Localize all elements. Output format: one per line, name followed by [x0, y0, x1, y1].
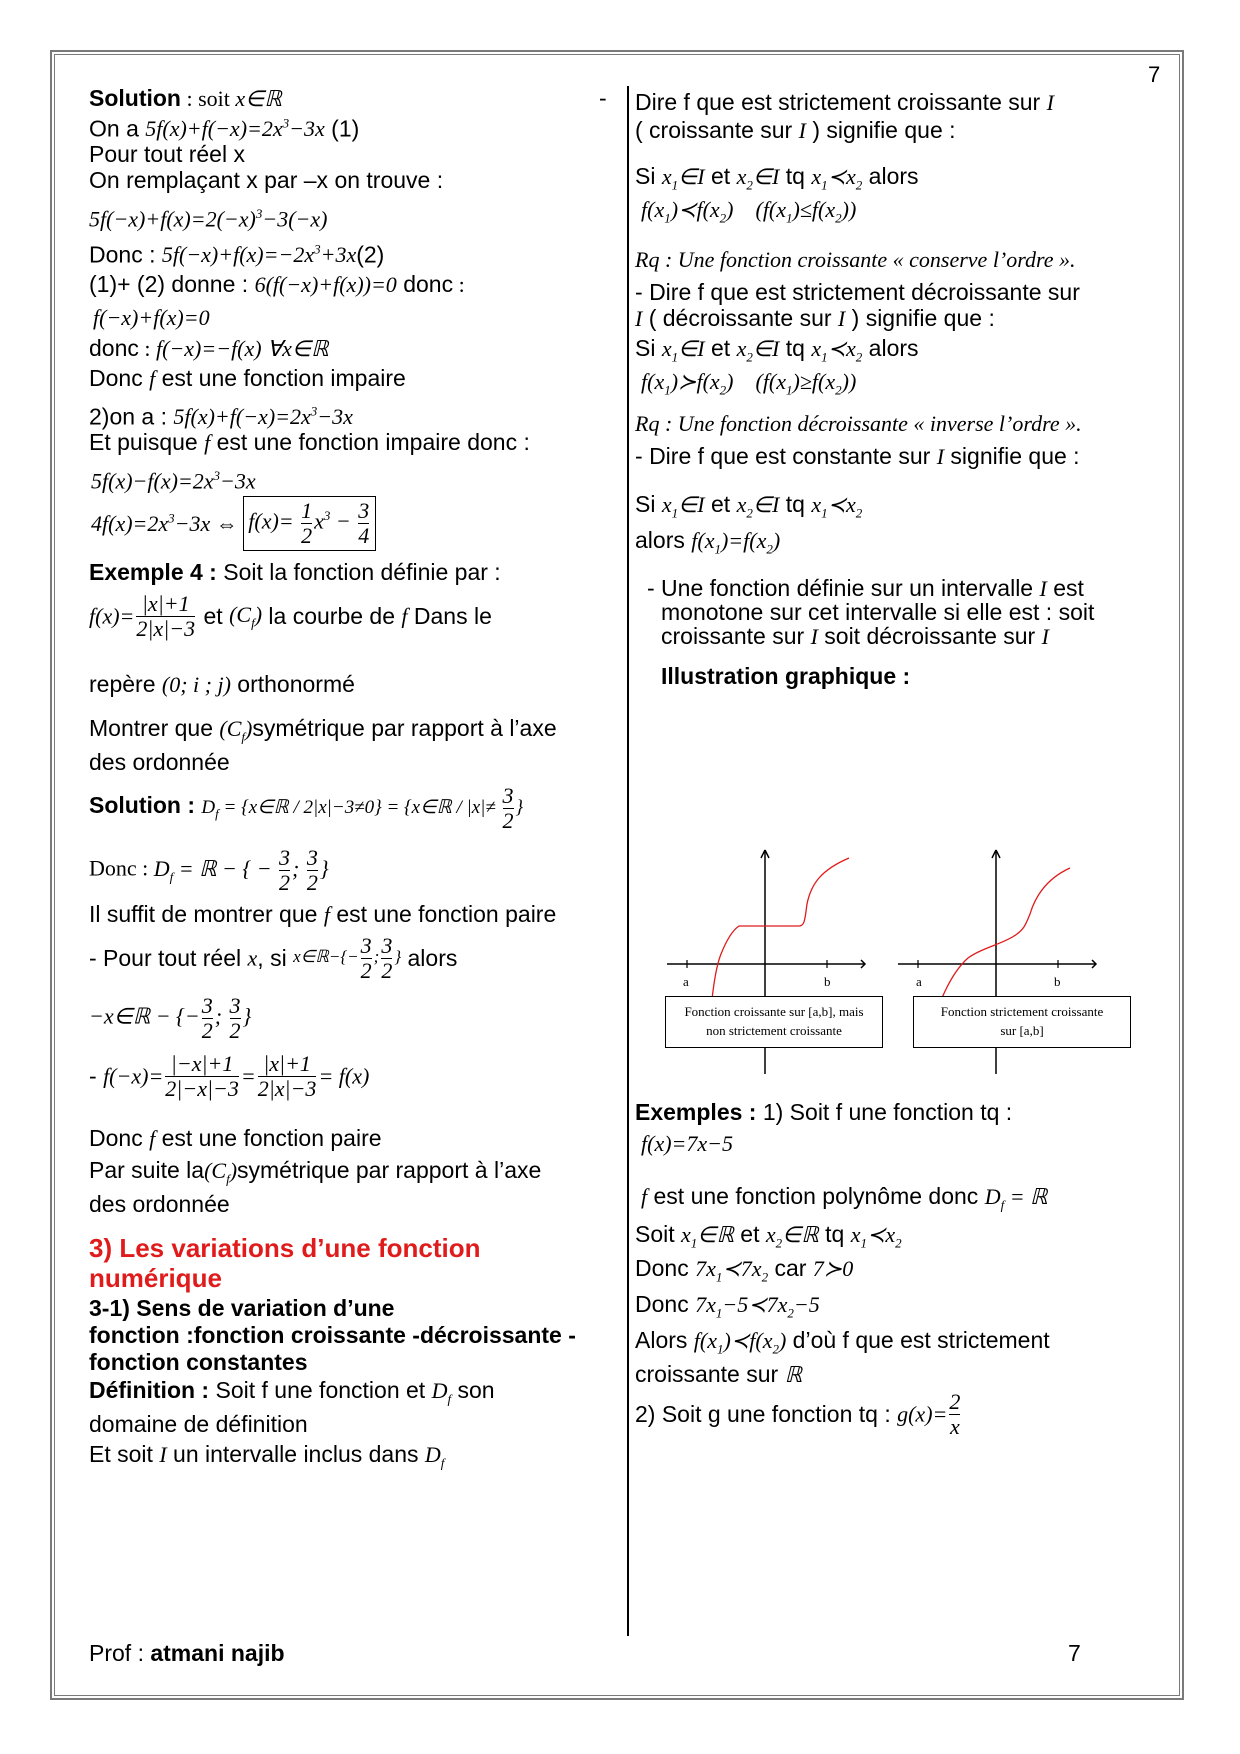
- graph-1-caption-line-2: non strictement croissante: [706, 1023, 842, 1038]
- function-f-def: f(x)=7x−5: [641, 1131, 733, 1156]
- donc-text-3: donc: [89, 335, 139, 361]
- et-soit-line: Et soit I un intervalle inclus dans $D_f$: [89, 1441, 445, 1471]
- monotone-text-3b: soit décroissante sur: [817, 623, 1042, 649]
- equation-2: $5f(-x)+f(x)=-2x^3+3x$: [161, 242, 357, 268]
- boxed-result: f(x)= $\frac{1}{2}$ $x^3$ − $\frac{3}{4}$: [243, 496, 376, 551]
- dire-2c-text: ) signifie que :: [845, 305, 995, 331]
- montrer-text: Montrer que: [89, 715, 220, 741]
- graph-2-caption-line-2: sur [a,b]: [1000, 1023, 1044, 1038]
- equation-4: $5f(x)+f(-x)=2x^3-3x$: [173, 404, 353, 430]
- tq-text-4: tq: [818, 1221, 851, 1247]
- equation-5: $5f(x)-f(x)=2x^3-3x$: [91, 468, 256, 494]
- donc-text-7: Donc: [635, 1291, 696, 1317]
- constante-equality-line: alors $f(x_1)=f(x_2)$: [635, 527, 781, 557]
- solution-text: : soit: [180, 86, 236, 111]
- alors-text-4: Alors: [635, 1327, 694, 1353]
- definition-line: Définition : Soit f une fonction et $D_f$ son: [89, 1377, 495, 1407]
- graph-1-caption: [665, 996, 883, 1048]
- domaine-line: domaine de définition: [89, 1411, 308, 1437]
- footer-name: atmani najib: [150, 1640, 285, 1666]
- donc-7x-minus-5-line: Donc $7x_1-5≺7x_2-5$: [635, 1291, 820, 1321]
- pour-tout-reel-line: Pour tout réel x: [89, 141, 245, 167]
- page-number-top: 7: [1148, 62, 1161, 87]
- dire-1c-text: ) signifie que :: [805, 117, 956, 143]
- column-divider: [627, 86, 629, 1636]
- donc-df-text: Donc :: [89, 855, 154, 881]
- example-2-text: 2) Soit g une fonction tq :: [635, 1401, 898, 1427]
- donc-text: Donc :: [89, 241, 162, 268]
- et-soit-text: Et soit: [89, 1441, 160, 1467]
- paire-text: est une fonction paire: [329, 901, 557, 927]
- si-line-1: Si $x_1\in I$ et $x_2\in I$ tq $x_1≺x_2$ alors: [635, 163, 919, 193]
- equation-1-line: [89, 110, 359, 143]
- dire-1-text: Dire f que est strictement croissante sur: [635, 89, 1047, 115]
- monotone-text-1: - Une fonction définie sur un intervalle: [647, 575, 1040, 601]
- donc-text-4: Donc: [89, 365, 150, 391]
- alors-text: alors: [401, 945, 458, 971]
- parity-equation-line: - f(−x)= $\frac{|-x|+1}{2|-x|-3}$ = $\frac{|x|+1}{2|x|-3}$ = f(x): [89, 1051, 370, 1101]
- subsection-31-2: fonction :fonction croissante -décroissante -: [89, 1322, 576, 1348]
- repere-line: repère (0; i ; j) orthonormé: [89, 671, 355, 697]
- exemples-label: Exemples :: [635, 1099, 757, 1125]
- label-b-2: b: [1054, 974, 1061, 989]
- label-b-1: b: [824, 974, 831, 989]
- polynome-text: est une fonction polynôme donc: [647, 1183, 985, 1209]
- sum-text: (1)+ (2) donne :: [89, 271, 255, 297]
- croissante-sur-R-line: croissante sur ℝ: [635, 1361, 802, 1387]
- tq-text-3: tq: [779, 491, 812, 517]
- donc-text-6: Donc: [635, 1255, 696, 1281]
- dire-decroissante-line: - Dire f que est strictement décroissante sur: [635, 279, 1080, 305]
- equation-2-tag: (2): [356, 241, 385, 268]
- solution-label: Solution: [89, 85, 181, 111]
- si-line-2: Si $x_1\in I$ et $x_2\in I$ tq $x_1≺x_2$ alors: [635, 335, 919, 365]
- donc-text-5: Donc: [89, 1125, 150, 1151]
- part-2-line: [89, 398, 353, 431]
- function-def-line: f(x)= $\frac{|x|+1}{2|x|-3}$ et $(C_f)$ la courbe de f Dans le: [89, 591, 492, 641]
- footer-author: [89, 1640, 285, 1667]
- rq-1: Rq : Une fonction croissante « conserve l’ordre ».: [635, 247, 1076, 272]
- si-text-2: Si: [635, 335, 662, 361]
- function-fraction: $\frac{|x|+1}{2|x|-3}$: [136, 591, 196, 641]
- inclus-text: un intervalle inclus dans: [166, 1441, 425, 1467]
- domain-line: Donc : $D_f$ = ℝ − { − $\frac{3}{2}$ ; $\frac{3}{2}$ }: [89, 845, 329, 895]
- equation-1-tag: (1): [324, 115, 360, 142]
- monotone-line-2: monotone sur cet intervalle si elle est : soit: [661, 599, 1095, 625]
- et-text: et: [203, 603, 230, 629]
- graph-1-caption-line-1: Fonction croissante sur [a,b], mais: [684, 1004, 864, 1019]
- page-number-bottom: 7: [1068, 1640, 1081, 1666]
- dire-3-text: Dire f que est constante sur: [649, 443, 937, 469]
- graph-2-caption: [913, 996, 1131, 1048]
- equation-6-line: $4f(x)=2x^3-3x$ ⇔ f(x)= $\frac{1}{2}$ $x^3$ − $\frac{3}{4}$: [91, 496, 376, 551]
- tq-text-2: tq: [779, 335, 812, 361]
- tq-text-1: tq: [779, 163, 812, 189]
- impaire-conclusion: Donc f est une fonction impaire: [89, 365, 406, 391]
- exemples-line: [635, 1098, 1012, 1126]
- car-text: car: [768, 1255, 813, 1281]
- math-x-in-R: x∈ℝ: [235, 86, 282, 111]
- si-text: , si: [257, 945, 294, 971]
- paire-conclusion: Donc f est une fonction paire: [89, 1125, 382, 1151]
- dire-3b-text: signifie que :: [944, 443, 1080, 469]
- equation-3: f(−x)+f(x)=0: [93, 305, 210, 330]
- label-a-1: a: [683, 974, 689, 989]
- dire-2-text: Dire f que est strictement décroissante sur: [649, 279, 1080, 305]
- minus-x-domain: −x∈ℝ − {− $\frac{3}{2}$ ; $\frac{3}{2}$ }: [89, 993, 252, 1043]
- si-text-1: Si: [635, 163, 662, 189]
- donc-text-2: donc: [396, 271, 454, 297]
- si-text-3: Si: [635, 491, 662, 517]
- exemple-4-label: Exemple 4 :: [89, 559, 217, 585]
- courbe-text: la courbe de: [262, 603, 402, 629]
- dans-le-text: Dans le: [407, 603, 492, 629]
- des-ordonnee-2: des ordonnée: [89, 1191, 230, 1217]
- puisque-text: Et puisque: [89, 429, 205, 455]
- graph-2-caption-line-1: Fonction strictement croissante: [940, 1004, 1104, 1019]
- sum-line: (1)+ (2) donne : 6(f(−x)+f(x))=0 donc :: [89, 271, 465, 297]
- et-text-2: et: [704, 335, 737, 361]
- label-a-2: a: [916, 974, 922, 989]
- example-2-line: 2) Soit g une fonction tq : g(x)= $\frac{2}{x}$: [635, 1389, 961, 1439]
- dire-constante-line: - Dire f que est constante sur I signifie que :: [635, 443, 1080, 469]
- paire-text-2: est une fonction paire: [155, 1125, 382, 1151]
- solution-2-label: Solution :: [89, 791, 196, 818]
- on-a-text: On a: [89, 115, 146, 142]
- polynome-line: f est une fonction polynôme donc $D_f$ = ℝ: [641, 1183, 1048, 1213]
- et-text-4: et: [733, 1221, 766, 1247]
- remplacant-line: On remplaçant x par –x on trouve :: [89, 167, 444, 193]
- croissante-signifie-line: ( croissante sur I ) signifie que :: [635, 117, 956, 143]
- montrer-line: Montrer que $(C_f)symétrique$ par rapport à l’axe: [89, 715, 557, 745]
- definition-label: Définition :: [89, 1377, 210, 1403]
- il-suffit-line: Il suffit de montrer que f est une fonction paire: [89, 901, 557, 927]
- monotone-line-3: croissante sur I soit décroissante sur I: [661, 623, 1049, 649]
- dire-croissante-line: Dire f que est strictement croissante sur I: [635, 89, 1054, 115]
- part-2-text: 2)on a :: [89, 403, 174, 430]
- alors-text-1: alors: [862, 163, 919, 189]
- orthonorme-text: orthonormé: [230, 671, 355, 697]
- alors-text-3: alors: [635, 527, 692, 553]
- monotone-line-1: - Une fonction définie sur un intervalle I est: [647, 575, 1084, 601]
- exemple-4-text: Soit la fonction définie par :: [216, 559, 501, 585]
- solution-1-line: [89, 84, 282, 113]
- soit-text: Soit: [635, 1221, 682, 1247]
- dire-1b-text: ( croissante sur: [635, 117, 799, 143]
- sum-equation: 6(f(−x)+f(x))=0: [254, 272, 397, 297]
- repere-text: repère: [89, 671, 162, 697]
- si-line-3: Si $x_1\in I$ et $x_2\in I$ tq $x_1≺x_2$: [635, 491, 863, 521]
- croissante-sur-text: croissante sur: [635, 1361, 785, 1387]
- des-ordonnee-1: des ordonnée: [89, 749, 230, 775]
- donc-7x-line: Donc $7x_1≺7x_2$ car 7≻0: [635, 1255, 854, 1285]
- impaire-text: est une fonction impaire: [155, 365, 406, 391]
- puisque-line: Et puisque f est une fonction impaire donc :: [89, 429, 530, 455]
- son-text: son: [451, 1377, 495, 1403]
- footer-prefix: Prof :: [89, 1640, 151, 1666]
- section-3-title-2: numérique: [89, 1263, 222, 1293]
- subsection-31-1: 3-1) Sens de variation d’une: [89, 1295, 395, 1321]
- croissante-inequality: $f(x_1)≺f(x_2)$ $(f(x_1)\le f(x_2))$: [641, 197, 857, 226]
- dire-2b-text: ( décroissante sur: [642, 305, 838, 331]
- subsection-31-3: fonction constantes: [89, 1349, 308, 1375]
- rq-2: Rq : Une fonction décroissante « inverse l’ordre ».: [635, 411, 1082, 436]
- dash-mark: -: [599, 85, 607, 111]
- par-suite-text: Par suite la: [89, 1157, 205, 1183]
- illustration-title: Illustration graphique :: [661, 663, 911, 689]
- solution-2-line: Solution : $D_f$ = {x∈ℝ / 2|x|−3≠0} = {x∈ℝ / |x|≠ $\frac{3}{2}$ }: [89, 783, 524, 833]
- decroissante-signifie-line: I ( décroissante sur I ) signifie que :: [635, 305, 995, 331]
- soit-x1-line: Soit $x_1\in ℝ$ et $x_2\in ℝ$ tq $x_1≺x_2$: [635, 1221, 902, 1251]
- equation-1: $5f(x)+f(-x)=2x^3-3x$: [145, 116, 325, 142]
- et-text-3: et: [704, 491, 737, 517]
- symetrique-text-2: symétrique par rapport à l’axe: [237, 1157, 542, 1183]
- et-text-1: et: [704, 163, 737, 189]
- par-suite-line: Par suite $la(C_f)symétrique$ par rapport à l’axe: [89, 1157, 542, 1187]
- section-3-title-1: 3) Les variations d’une fonction: [89, 1233, 481, 1263]
- equation-2-line: [89, 236, 384, 269]
- monotone-text-1b: est: [1046, 575, 1084, 601]
- puisque-tail: est une fonction impaire donc :: [210, 429, 530, 455]
- definition-text: Soit f une fonction et: [209, 1377, 432, 1403]
- dou-text: d’où f que est strictement: [786, 1327, 1050, 1353]
- pour-tout-line: - Pour tout réel x, si x∈ℝ−{− $\frac{3}{2}$ ; $\frac{3}{2}$ } alors: [89, 933, 458, 983]
- odd-equation: f(−x)=−f(x) ∀x∈ℝ: [156, 336, 329, 361]
- equation-substituted: $5f(-x)+f(x)=2(-x)^3-3(-x)$: [89, 206, 328, 232]
- pour-tout-text: - Pour tout réel: [89, 945, 248, 971]
- exemples-text: 1) Soit f une fonction tq :: [756, 1099, 1013, 1125]
- symetrique-text: symétrique par rapport à l’axe: [252, 715, 557, 741]
- il-suffit-text: Il suffit de montrer que: [89, 901, 324, 927]
- odd-result-line: donc : f(−x)=−f(x) ∀x∈ℝ: [89, 335, 329, 361]
- alors-fx-line: Alors $f(x_1)≺f(x_2)$ d’où f que est strictement: [635, 1327, 1050, 1357]
- decroissante-inequality: $f(x_1)≻f(x_2)$ $(f(x_1)\ge f(x_2))$: [641, 369, 857, 398]
- exemple-4-line: [89, 558, 501, 586]
- alors-text-2: alors: [862, 335, 919, 361]
- monotone-text-3: croissante sur: [661, 623, 811, 649]
